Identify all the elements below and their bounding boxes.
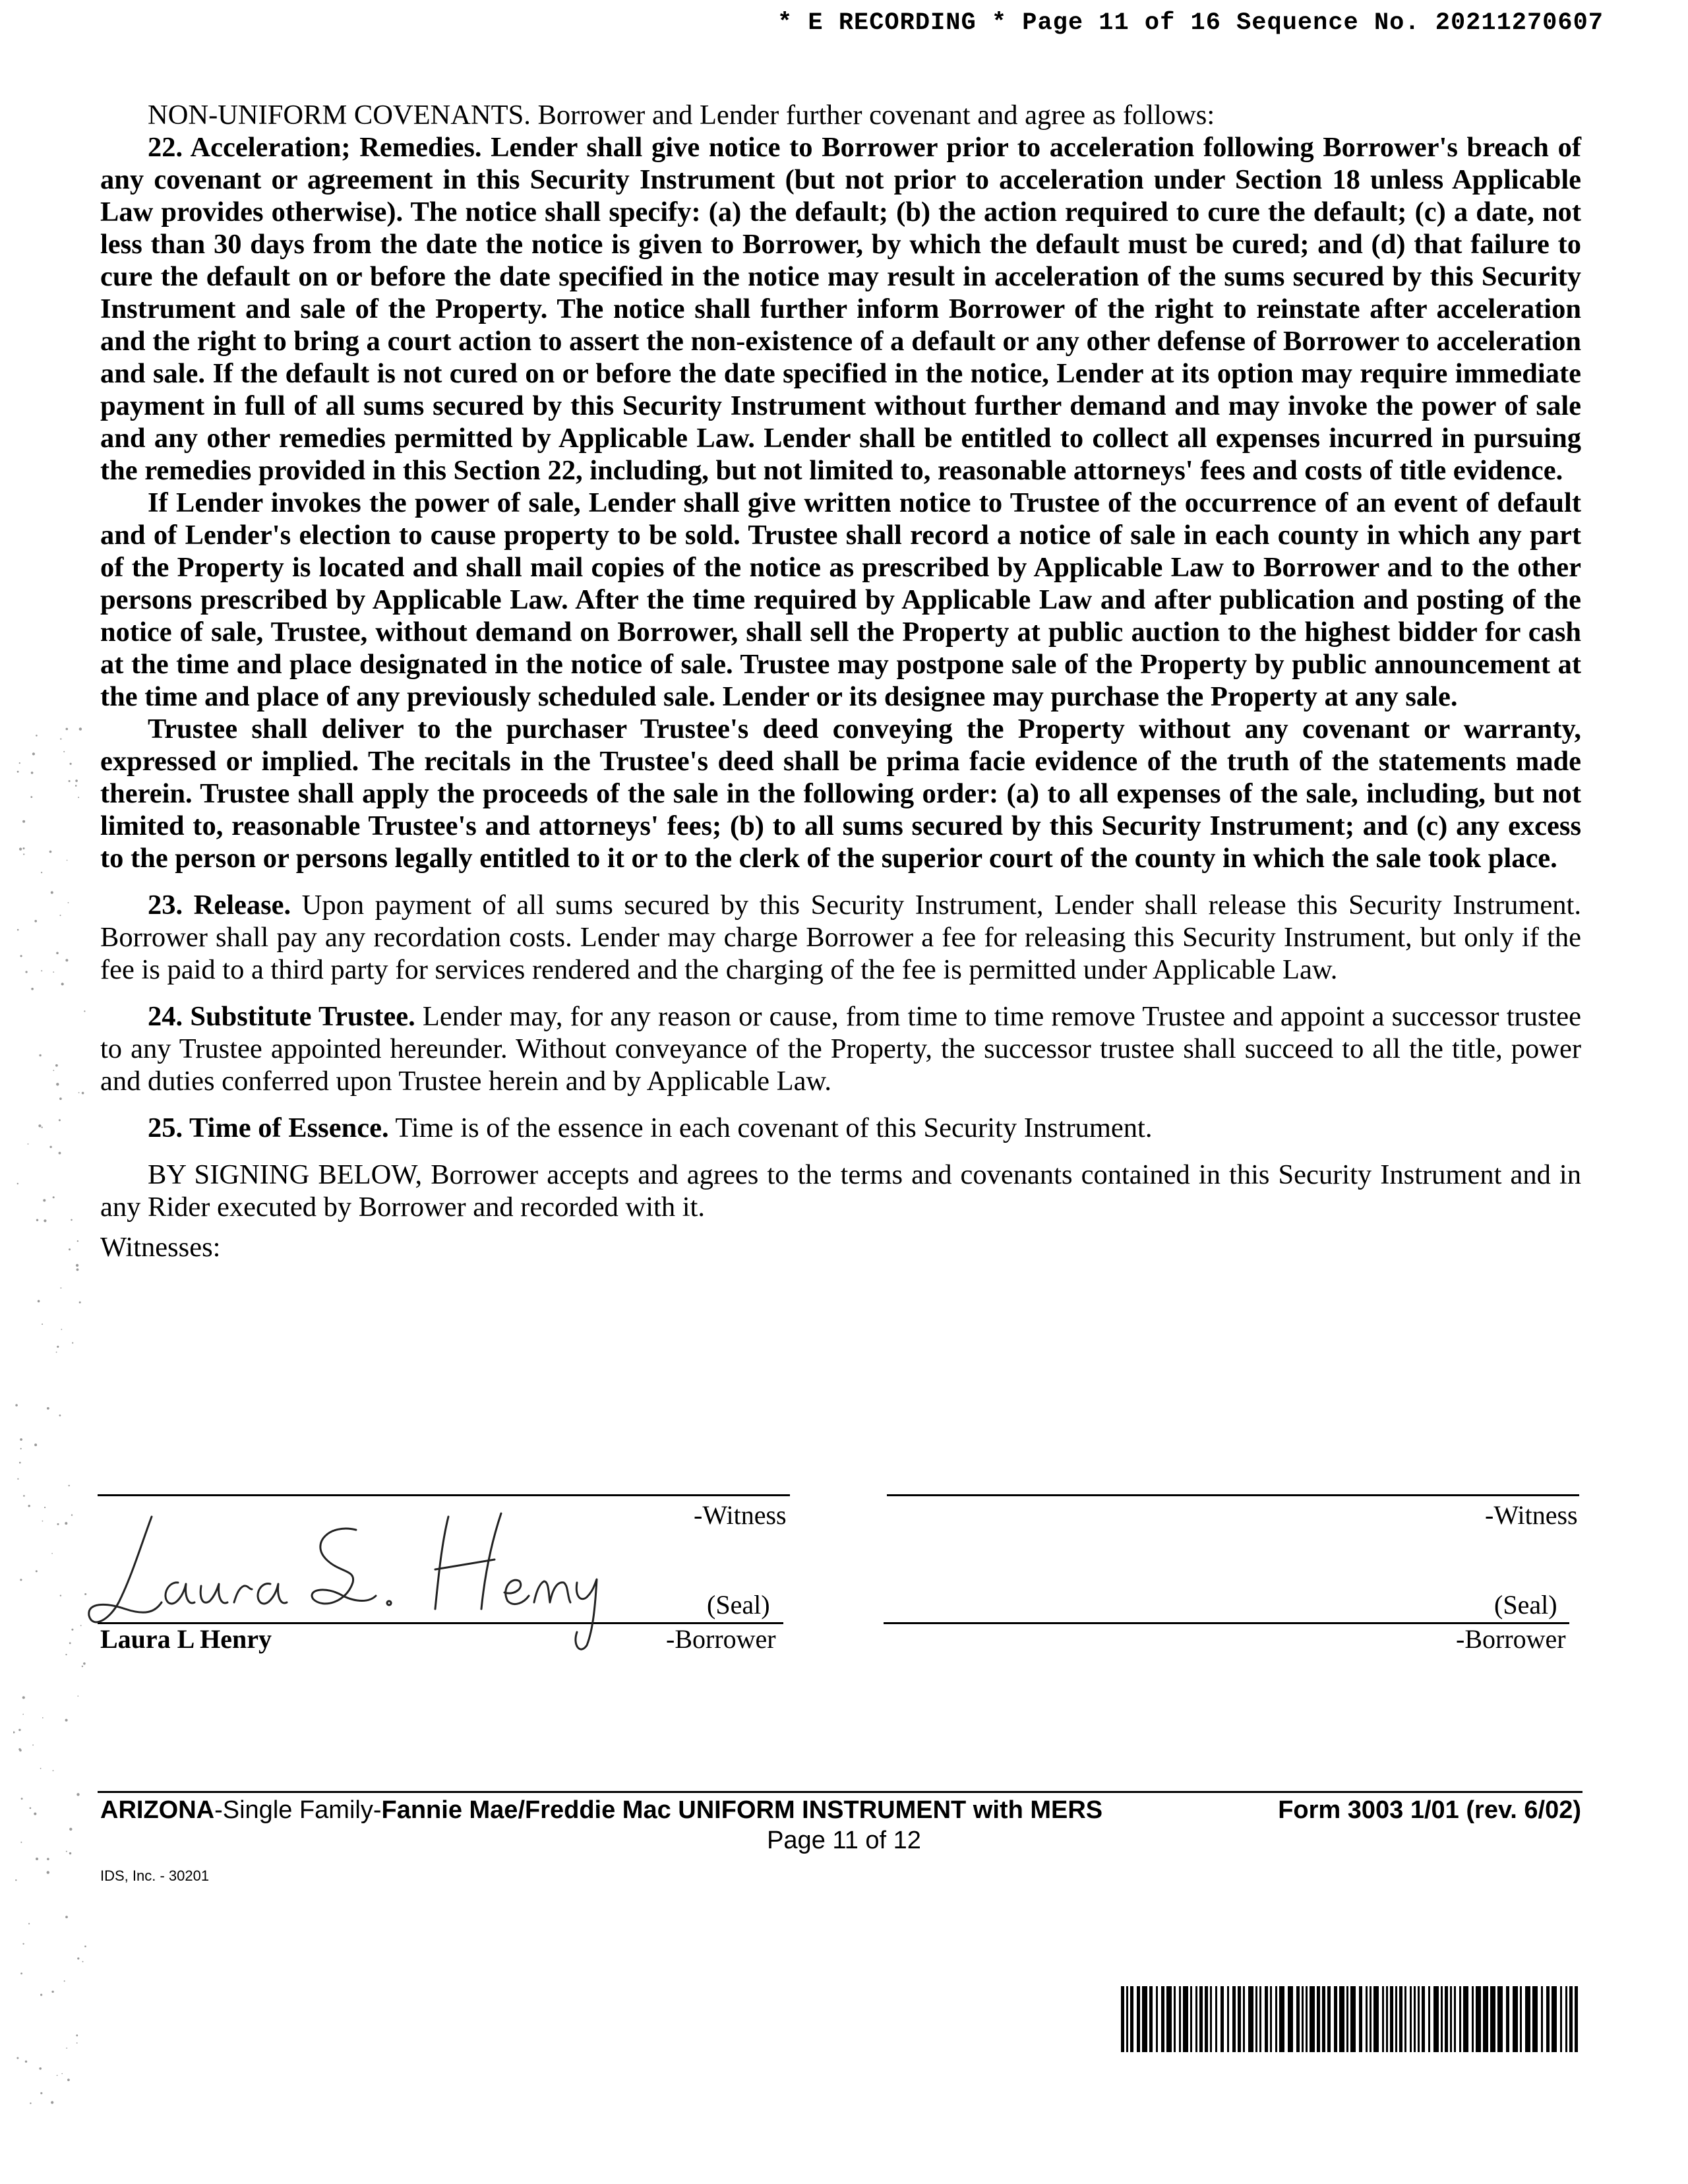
scan-speck xyxy=(66,1851,67,1852)
barcode-bar xyxy=(1546,1986,1550,2052)
scan-speck xyxy=(72,1342,73,1343)
scan-speck xyxy=(60,915,61,916)
scan-speck xyxy=(53,1770,54,1771)
scan-speck xyxy=(76,1264,78,1267)
barcode-bar xyxy=(1339,1986,1344,2052)
barcode-bar xyxy=(1322,1986,1325,2052)
scan-speck xyxy=(69,1852,71,1854)
borrower-1-seal: (Seal) xyxy=(707,1590,770,1620)
scan-speck xyxy=(56,952,59,955)
scan-speck xyxy=(40,2092,42,2094)
footer-state: ARIZONA xyxy=(100,1796,215,1824)
borrower-name: Laura L Henry xyxy=(100,1624,272,1654)
barcode-bar xyxy=(1302,1986,1304,2052)
scan-speck xyxy=(20,955,22,957)
scan-speck xyxy=(59,1119,61,1121)
scan-speck xyxy=(66,2048,67,2049)
section-24-text: Lender may, for any reason or cause, from time to time remove Trustee and appoint a successor trustee to any Trustee appointed hereunder. Without conveyance of the Property, the successor trustee shall succeed to all the title, power and duties conferred upon Trustee herein and by Applicable Law. xyxy=(100,1001,1581,1097)
barcode-bar xyxy=(1174,1986,1176,2052)
barcode-bar xyxy=(1497,1986,1503,2052)
barcode-bar xyxy=(1370,1986,1372,2052)
scan-speck xyxy=(20,1972,22,1974)
barcode-bar xyxy=(1183,1986,1188,2052)
section-22-trustee-deed: Trustee shall deliver to the purchaser Trustee's deed conveying the Property without any covenant or warranty, expressed or implied. The recitals in the Trustee's deed shall be prima facie evidence of the truth of the statements made therein. Trustee shall apply the proceeds of the sale in the following order: (a) to all expenses of the sale, including, but not limited to, reasonable Trustee's and attorneys' fees; (b) to all sums secured by this Security Instrument; and (c) any excess to the person or persons legally entitled to it or to the clerk of the superior court of the county in which the sale took place. xyxy=(100,713,1581,874)
borrower-1-label: -Borrower xyxy=(666,1624,776,1654)
scan-speck xyxy=(40,1994,42,1996)
scan-speck xyxy=(78,797,79,798)
scan-speck xyxy=(61,2073,63,2075)
scan-speck xyxy=(51,1553,53,1554)
barcode-bar xyxy=(1275,1986,1277,2052)
scan-speck xyxy=(64,1980,65,1982)
scan-speck xyxy=(68,902,69,903)
scan-speck xyxy=(83,1662,86,1665)
scan-speck xyxy=(21,1798,23,1800)
footer-form-number: Form 3003 1/01 (rev. 6/02) xyxy=(1278,1796,1581,1824)
witness-2-label: -Witness xyxy=(1485,1500,1578,1530)
barcode-bar xyxy=(1317,1986,1320,2052)
barcode-bar xyxy=(1259,1986,1261,2052)
scan-speck xyxy=(39,1054,41,1056)
barcode-bar xyxy=(1476,1986,1481,2052)
handwritten-signature xyxy=(79,1503,640,1655)
barcode-bar xyxy=(1459,1986,1461,2052)
scan-speck xyxy=(39,2067,42,2070)
scan-speck xyxy=(65,1522,67,1525)
scan-speck xyxy=(67,2078,70,2081)
barcode-bar xyxy=(1373,1986,1379,2052)
scan-speck xyxy=(20,1579,22,1581)
barcode-bar xyxy=(1472,1986,1474,2052)
barcode-bar xyxy=(1227,1986,1229,2052)
document-body xyxy=(100,99,1581,1263)
barcode-bar xyxy=(1395,1986,1397,2052)
scan-speck xyxy=(79,1302,81,1304)
barcode-bar xyxy=(1404,1986,1406,2052)
scan-speck xyxy=(16,2057,18,2059)
scan-speck xyxy=(77,1240,78,1242)
scan-speck xyxy=(61,1329,62,1330)
barcode-bar xyxy=(1270,1986,1272,2052)
barcode-bar xyxy=(1279,1986,1284,2052)
footer-instrument: Fannie Mae/Freddie Mac UNIFORM INSTRUMENT with MERS xyxy=(381,1796,1103,1824)
barcode-bar xyxy=(1288,1986,1293,2052)
footer-form-line xyxy=(100,1796,1581,1825)
barcode-bar xyxy=(1483,1986,1488,2052)
barcode-bar xyxy=(1142,1986,1147,2052)
scan-speck xyxy=(76,2042,78,2044)
barcode-bar xyxy=(1359,1986,1362,2052)
scan-speck xyxy=(59,1152,61,1155)
scan-speck xyxy=(65,1916,68,1918)
barcode-bar xyxy=(1126,1986,1128,2052)
scan-speck xyxy=(57,2075,58,2077)
barcode-bar xyxy=(1334,1986,1337,2052)
scan-speck xyxy=(65,1719,68,1722)
barcode-bar xyxy=(1532,1986,1538,2052)
barcode-bar xyxy=(1422,1986,1425,2052)
scan-speck xyxy=(82,1092,84,1095)
scan-speck xyxy=(56,1083,59,1085)
footer-family-type: -Single Family- xyxy=(214,1796,382,1824)
witness-1-line xyxy=(98,1494,790,1496)
scan-speck xyxy=(71,1629,73,1631)
scan-speck xyxy=(55,1064,58,1067)
scan-speck xyxy=(77,1957,79,1959)
section-25-time-of-essence xyxy=(100,1112,1581,1144)
scan-speck xyxy=(61,1287,62,1289)
barcode-bar xyxy=(1327,1986,1331,2052)
barcode-bar xyxy=(1525,1986,1530,2052)
barcode-bar xyxy=(1238,1986,1241,2052)
scan-speck xyxy=(20,1448,22,1449)
scan-speck xyxy=(42,1127,43,1128)
section-23-text: Upon payment of all sums secured by this Security Instrument, Lender shall release this Security Instrument. Borrower shall pay any recordation costs. Lender may charge Borrower a fee for releasing this Security Instrument, but only if the fee is paid to a third party for services rendered and the charging of the fee is permitted under Applicable Law. xyxy=(100,890,1581,985)
scan-speck xyxy=(18,1748,20,1750)
barcode-bar xyxy=(1569,1986,1573,2052)
scan-speck xyxy=(63,751,65,752)
barcode-bar xyxy=(1232,1986,1236,2052)
scan-speck xyxy=(60,1595,61,1596)
section-24-substitute-trustee xyxy=(100,1000,1581,1097)
scan-speck xyxy=(53,971,54,973)
scan-speck xyxy=(65,959,68,961)
barcode-bar xyxy=(1552,1986,1557,2052)
scan-speck xyxy=(22,1943,24,1945)
scan-speck xyxy=(65,1654,67,1655)
section-22-power-of-sale: If Lender invokes the power of sale, Lender shall give written notice to Trustee of the occurrence of an event of default and of Lender's election to cause property to be sold. Trustee shall record a notice of sale in each county in which any part of the Property is located and shall mail copies of the notice as prescribed by Applicable Law to Borrower and to the other persons prescribed by Applicable Law. After the time required by Applicable Law and after publication and posting of the notice of sale, Trustee, without demand on Borrower, shall sell the Property at public auction to the highest bidder for cash at the time and place designated in the notice of sale. Trustee may postpone sale of the Property by public announcement at the time and place of any previously scheduled sale. Lender or its designee may purchase the Property at any sale. xyxy=(100,487,1581,712)
barcode-bar xyxy=(1310,1986,1315,2052)
barcode-bar xyxy=(1248,1986,1253,2052)
borrower-2-label: -Borrower xyxy=(1456,1624,1566,1654)
barcode-bar xyxy=(1149,1986,1153,2052)
scan-speckles xyxy=(13,725,92,2110)
barcode-bar xyxy=(1161,1986,1164,2052)
barcode-bar xyxy=(1565,1986,1567,2052)
barcode-bar xyxy=(1199,1986,1203,2052)
scan-speck xyxy=(30,2102,31,2104)
scan-speck xyxy=(34,920,37,923)
scan-speck xyxy=(84,1945,86,1947)
scan-speck xyxy=(78,1695,79,1697)
scan-speck xyxy=(17,1478,18,1480)
scan-speck xyxy=(47,1407,49,1410)
scan-speck xyxy=(30,1807,32,1809)
barcode-bar xyxy=(1418,1986,1420,2052)
scan-speck xyxy=(41,970,42,971)
scan-speck xyxy=(69,1828,72,1831)
scan-speck xyxy=(30,796,32,798)
scan-speck xyxy=(36,735,38,737)
barcode xyxy=(1121,1986,1581,2052)
scan-speck xyxy=(17,1183,18,1184)
scan-speck xyxy=(19,762,20,764)
scan-speck xyxy=(13,1732,15,1734)
scan-speck xyxy=(28,1923,30,1924)
section-23-heading: 23. Release. xyxy=(148,890,291,921)
scan-speck xyxy=(51,1991,53,1993)
scan-speck xyxy=(79,727,82,730)
barcode-bar xyxy=(1137,1986,1140,2052)
scan-speck xyxy=(25,2061,27,2063)
barcode-bar xyxy=(1399,1986,1402,2052)
scan-speck xyxy=(42,1323,43,1325)
scan-speck xyxy=(47,1871,49,1873)
footer-page-number: Page 11 of 12 xyxy=(767,1827,921,1854)
scan-speck xyxy=(19,848,22,851)
scan-speck xyxy=(57,1523,59,1525)
scan-speck xyxy=(75,785,77,787)
barcode-bar xyxy=(1265,1986,1268,2052)
scan-speck xyxy=(67,860,68,861)
barcode-bar xyxy=(1428,1986,1430,2052)
scan-speck xyxy=(60,739,61,740)
scan-speck xyxy=(71,1219,73,1221)
scan-speck xyxy=(23,1495,25,1497)
scan-speck xyxy=(53,1070,54,1071)
barcode-bar xyxy=(1390,1986,1393,2052)
footer-rule xyxy=(98,1791,1582,1793)
scan-speck xyxy=(36,1858,38,1860)
scan-speck xyxy=(69,1248,71,1250)
barcode-bar xyxy=(1386,1986,1388,2052)
scan-speck xyxy=(15,1879,16,1881)
scan-speck xyxy=(18,1729,20,1731)
scan-speck xyxy=(26,971,28,973)
barcode-bar xyxy=(1433,1986,1439,2052)
barcode-bar xyxy=(1243,1986,1245,2052)
barcode-bar xyxy=(1205,1986,1208,2052)
scan-speck xyxy=(22,1696,25,1699)
barcode-bar xyxy=(1490,1986,1495,2052)
scan-speck xyxy=(82,1666,83,1667)
footer-vendor: IDS, Inc. - 30201 xyxy=(100,1867,210,1884)
scan-speck xyxy=(20,1842,22,1843)
scan-speck xyxy=(70,763,72,765)
scan-speck xyxy=(56,1352,57,1353)
section-24-heading: 24. Substitute Trustee. xyxy=(148,1001,415,1032)
section-25-text: Time is of the essence in each covenant of this Security Instrument. xyxy=(388,1112,1153,1143)
scan-speck xyxy=(40,1768,42,1769)
witnesses-label: Witnesses: xyxy=(100,1232,221,1263)
barcode-bar xyxy=(1156,1986,1158,2052)
barcode-bar xyxy=(1130,1986,1133,2052)
barcode-bar xyxy=(1195,1986,1197,2052)
scan-speck xyxy=(51,892,53,894)
borrower-2-seal: (Seal) xyxy=(1494,1590,1557,1620)
scan-speck xyxy=(23,847,25,849)
barcode-bar xyxy=(1506,1986,1509,2052)
scan-speck xyxy=(34,1443,37,1446)
scan-speck xyxy=(76,1793,79,1796)
barcode-bar xyxy=(1382,1986,1384,2052)
barcode-bar xyxy=(1513,1986,1518,2052)
barcode-bar xyxy=(1221,1986,1224,2052)
scan-speck xyxy=(31,772,34,774)
scan-speck xyxy=(15,1404,18,1407)
barcode-bar xyxy=(1350,1986,1356,2052)
barcode-bar xyxy=(1575,1986,1578,2052)
scan-speck xyxy=(44,1507,45,1508)
barcode-bar xyxy=(1121,1986,1124,2052)
barcode-bar xyxy=(1306,1986,1308,2052)
scan-speck xyxy=(38,1300,40,1302)
scan-speck xyxy=(28,1143,29,1145)
scan-speck xyxy=(32,752,35,755)
signing-statement: BY SIGNING BELOW, Borrower accepts and agrees to the terms and covenants contained in this Security Instrument and in any Rider executed by Borrower and recorded with it. xyxy=(100,1159,1581,1223)
scan-speck xyxy=(17,771,19,773)
barcode-bar xyxy=(1410,1986,1412,2052)
scan-speck xyxy=(61,983,64,985)
scan-speck xyxy=(23,853,24,855)
barcode-bar xyxy=(1441,1986,1443,2052)
barcode-bar xyxy=(1210,1986,1212,2052)
barcode-bar xyxy=(1560,1986,1562,2052)
scan-speck xyxy=(80,1625,82,1626)
barcode-bar xyxy=(1450,1986,1452,2052)
barcode-bar xyxy=(1166,1986,1172,2052)
scan-speck xyxy=(57,1346,59,1348)
scan-speck xyxy=(71,1514,73,1515)
witness-1-label: -Witness xyxy=(694,1500,787,1530)
scan-speck xyxy=(49,851,52,853)
barcode-bar xyxy=(1179,1986,1181,2052)
scan-speck xyxy=(84,1593,86,1595)
scan-speck xyxy=(19,1462,21,1464)
scan-speck xyxy=(69,1642,71,1644)
scan-speck xyxy=(22,820,25,823)
scan-speck xyxy=(75,779,78,782)
scan-speck xyxy=(34,1813,36,1815)
non-uniform-covenants-intro: NON-UNIFORM COVENANTS. Borrower and Lender further covenant and agree as follows: xyxy=(148,100,1215,131)
scan-speck xyxy=(47,1858,49,1860)
scan-speck xyxy=(17,929,19,931)
barcode-bar xyxy=(1190,1986,1192,2052)
scan-speck xyxy=(84,1010,85,1012)
scan-speck xyxy=(53,1196,55,1198)
barcode-bar xyxy=(1520,1986,1522,2052)
section-22-acceleration: 22. Acceleration; Remedies. Lender shall give notice to Borrower prior to acceleration following Borrower's breach of any covenant or agreement in this Security Instrument (but not prior to acceleration under Section 18 unless Applicable Law provides otherwise). The notice shall specify: (a) the default; (b) the action required to cure the default; (c) a date, not less than 30 days from the date the notice is given to Borrower, by which the default must be cured; and (d) that failure to cure the default on or before the date specified in the notice may result in acceleration of the sums secured by this Security Instrument and sale of the Property. The notice shall further inform Borrower of the right to reinstate after acceleration and the right to bring a court action to assert the non-existence of a default or any other defense of Borrower to acceleration and sale. If the default is not cured on or before the date specified in the notice, Lender at its option may require immediate payment in full of all sums secured by this Security Instrument without further demand and may invoke the power of sale and any other remedies permitted by Applicable Law. Lender shall be entitled to collect all expenses incurred in pursuing the remedies provided in this Section 22, including, but not limited to, reasonable attorneys' fees and costs of title evidence. xyxy=(100,132,1581,486)
scan-speck xyxy=(43,1199,45,1201)
scan-speck xyxy=(20,1438,22,1441)
scan-speck xyxy=(69,1485,70,1486)
recording-header: * E RECORDING * Page 11 of 16 Sequence No. 20211270607 xyxy=(777,9,1604,37)
barcode-bar xyxy=(1346,1986,1348,2052)
scan-speck xyxy=(22,1714,24,1715)
scan-speck xyxy=(32,1744,34,1745)
scan-speck xyxy=(38,1124,41,1127)
barcode-bar xyxy=(1215,1986,1217,2052)
scan-speck xyxy=(41,872,42,873)
section-25-heading: 25. Time of Essence. xyxy=(148,1112,389,1143)
scan-speck xyxy=(42,1717,44,1718)
witness-2-line xyxy=(887,1494,1579,1496)
scan-speck xyxy=(76,2034,78,2036)
scan-speck xyxy=(28,1505,30,1507)
scan-speck xyxy=(59,1414,61,1416)
scan-speck xyxy=(76,1269,79,1271)
barcode-bar xyxy=(1366,1986,1368,2052)
barcode-bar xyxy=(1541,1986,1543,2052)
barcode-bar xyxy=(1255,1986,1257,2052)
scan-speck xyxy=(78,1092,80,1093)
scan-speck xyxy=(31,988,34,990)
scan-speck xyxy=(49,1146,51,1148)
barcode-bar xyxy=(1454,1986,1456,2052)
scan-speck xyxy=(51,2101,53,2104)
scan-speck xyxy=(36,1219,38,1221)
scan-speck xyxy=(66,728,69,731)
scan-speck xyxy=(44,1219,46,1222)
barcode-bar xyxy=(1414,1986,1416,2052)
barcode-bar xyxy=(1445,1986,1448,2052)
scan-speck xyxy=(82,1961,84,1962)
scan-speck xyxy=(59,1097,62,1100)
scan-speck xyxy=(42,1521,44,1522)
section-23-release xyxy=(100,889,1581,986)
scan-speck xyxy=(69,780,71,782)
barcode-bar xyxy=(1463,1986,1468,2052)
barcode-bar xyxy=(1296,1986,1300,2052)
scan-speck xyxy=(36,1570,38,1572)
